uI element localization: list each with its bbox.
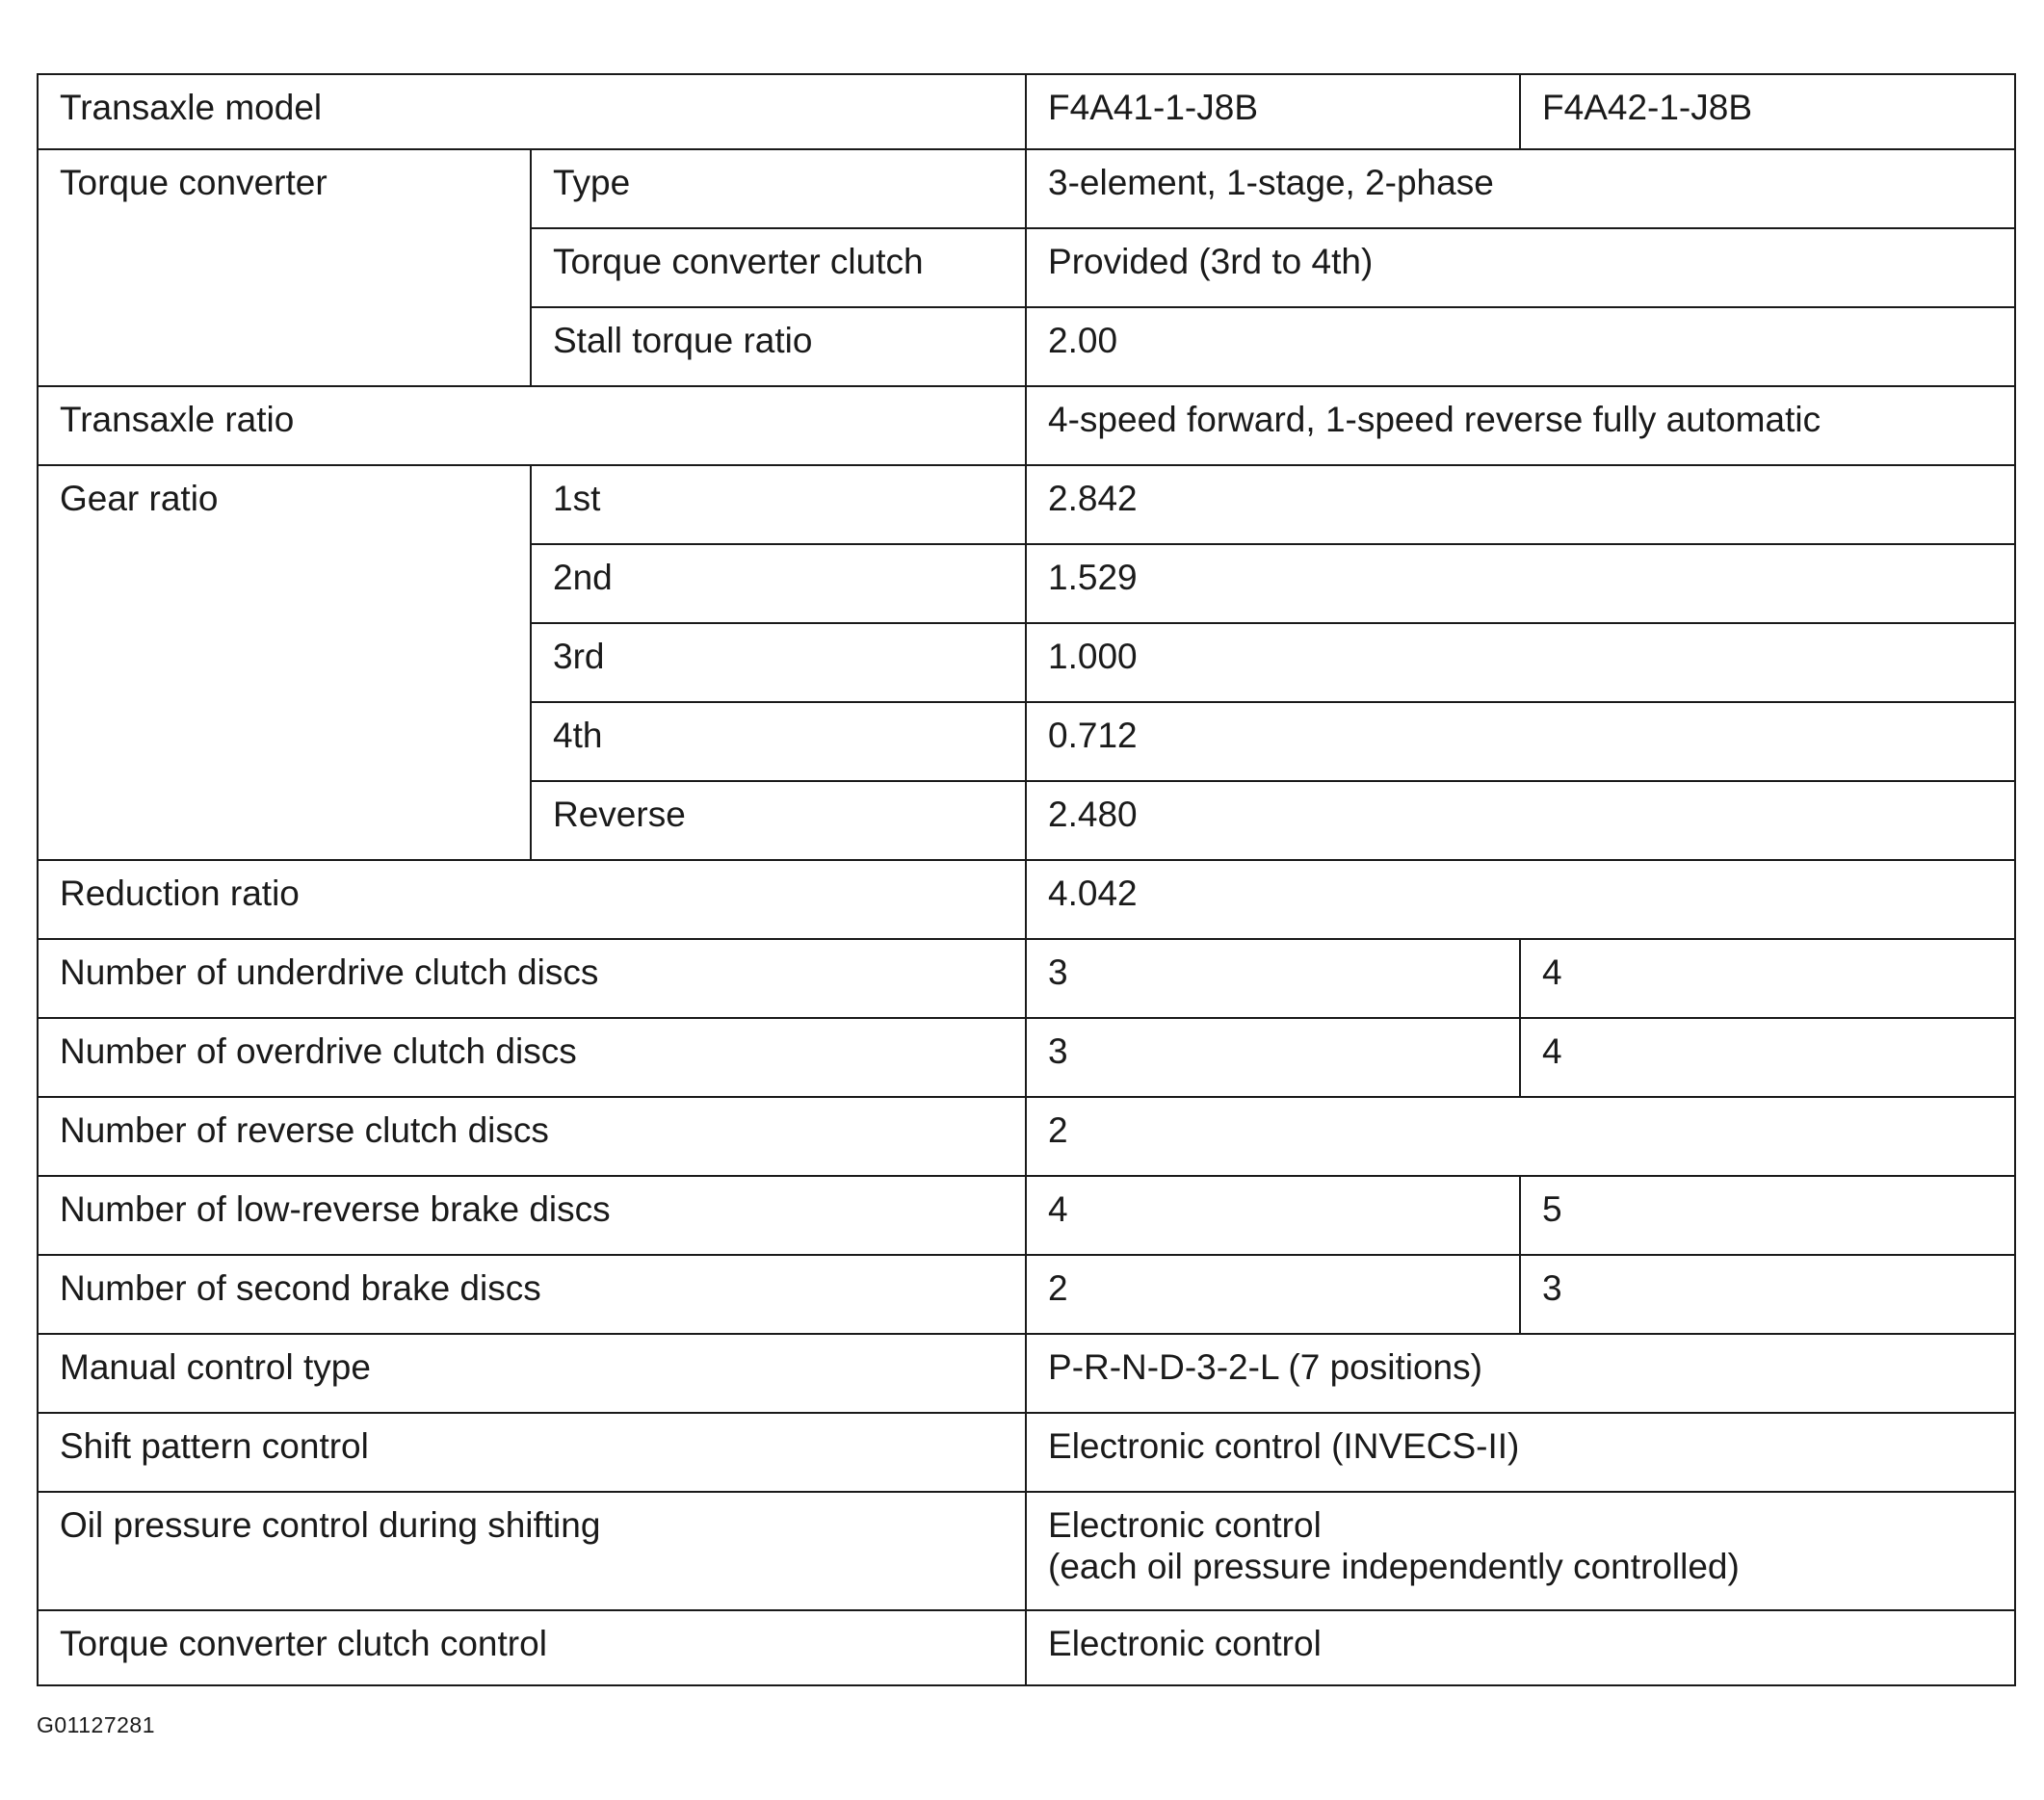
row-label: Transaxle model: [38, 74, 1026, 149]
model-header-f4a42: F4A42-1-J8B: [1520, 74, 2015, 149]
row-sublabel: 2nd: [531, 544, 1026, 623]
row-value: 2: [1026, 1097, 2015, 1176]
table-row: [38, 1334, 2015, 1413]
row-label: Number of second brake discs: [38, 1255, 1026, 1334]
row-value-f4a41: 3: [1026, 939, 1520, 1018]
table-row: [38, 1610, 2015, 1685]
row-label: Transaxle ratio: [38, 386, 1026, 465]
row-label: Number of reverse clutch discs: [38, 1097, 1026, 1176]
row-value-f4a41: 3: [1026, 1018, 1520, 1097]
row-label: Reduction ratio: [38, 860, 1026, 939]
row-value: 2.480: [1026, 781, 2015, 860]
row-value: 0.712: [1026, 702, 2015, 781]
row-label: Torque converter: [38, 149, 531, 386]
row-value-f4a41: 2: [1026, 1255, 1520, 1334]
row-value: 4.042: [1026, 860, 2015, 939]
row-sublabel: Reverse: [531, 781, 1026, 860]
row-sublabel: 3rd: [531, 623, 1026, 702]
row-value-f4a42: 4: [1520, 1018, 2015, 1097]
row-value: Electronic control: [1026, 1610, 2015, 1685]
row-label: Torque converter clutch control: [38, 1610, 1026, 1685]
row-value: 2.842: [1026, 465, 2015, 544]
row-value: 2.00: [1026, 307, 2015, 386]
row-label: Number of overdrive clutch discs: [38, 1018, 1026, 1097]
table-row: [38, 1413, 2015, 1492]
figure-id-label: G01127281: [37, 1712, 156, 1737]
model-header-f4a41: F4A41-1-J8B: [1026, 74, 1520, 149]
table-row: [38, 465, 2015, 544]
table-row: [38, 1492, 2015, 1610]
table-row: [38, 386, 2015, 465]
row-sublabel: Torque converter clutch: [531, 228, 1026, 307]
row-value: Electronic control (INVECS-II): [1026, 1413, 2015, 1492]
row-value: 3-element, 1-stage, 2-phase: [1026, 149, 2015, 228]
row-value-f4a41: 4: [1026, 1176, 1520, 1255]
row-label: Gear ratio: [38, 465, 531, 860]
row-label: Manual control type: [38, 1334, 1026, 1413]
row-value: Electronic control (each oil pressure independently controlled): [1026, 1492, 2015, 1610]
table-row: [38, 1018, 2015, 1097]
row-value: 1.529: [1026, 544, 2015, 623]
row-value: Provided (3rd to 4th): [1026, 228, 2015, 307]
specifications-table: [37, 73, 2016, 1686]
row-value: P-R-N-D-3-2-L (7 positions): [1026, 1334, 2015, 1413]
row-sublabel: 4th: [531, 702, 1026, 781]
table-row: [38, 1176, 2015, 1255]
table-row: [38, 860, 2015, 939]
table-row: [38, 149, 2015, 228]
row-value-f4a42: 5: [1520, 1176, 2015, 1255]
row-value-f4a42: 4: [1520, 939, 2015, 1018]
row-value: 4-speed forward, 1-speed reverse fully automatic: [1026, 386, 2015, 465]
table-row: [38, 1097, 2015, 1176]
row-label: Oil pressure control during shifting: [38, 1492, 1026, 1610]
row-value-f4a42: 3: [1520, 1255, 2015, 1334]
table-row: [38, 1255, 2015, 1334]
row-sublabel: Stall torque ratio: [531, 307, 1026, 386]
table-row: [38, 939, 2015, 1018]
row-sublabel: 1st: [531, 465, 1026, 544]
row-label: Number of low-reverse brake discs: [38, 1176, 1026, 1255]
row-sublabel: Type: [531, 149, 1026, 228]
table-row: [38, 74, 2015, 149]
row-value: 1.000: [1026, 623, 2015, 702]
row-label: Number of underdrive clutch discs: [38, 939, 1026, 1018]
row-label: Shift pattern control: [38, 1413, 1026, 1492]
